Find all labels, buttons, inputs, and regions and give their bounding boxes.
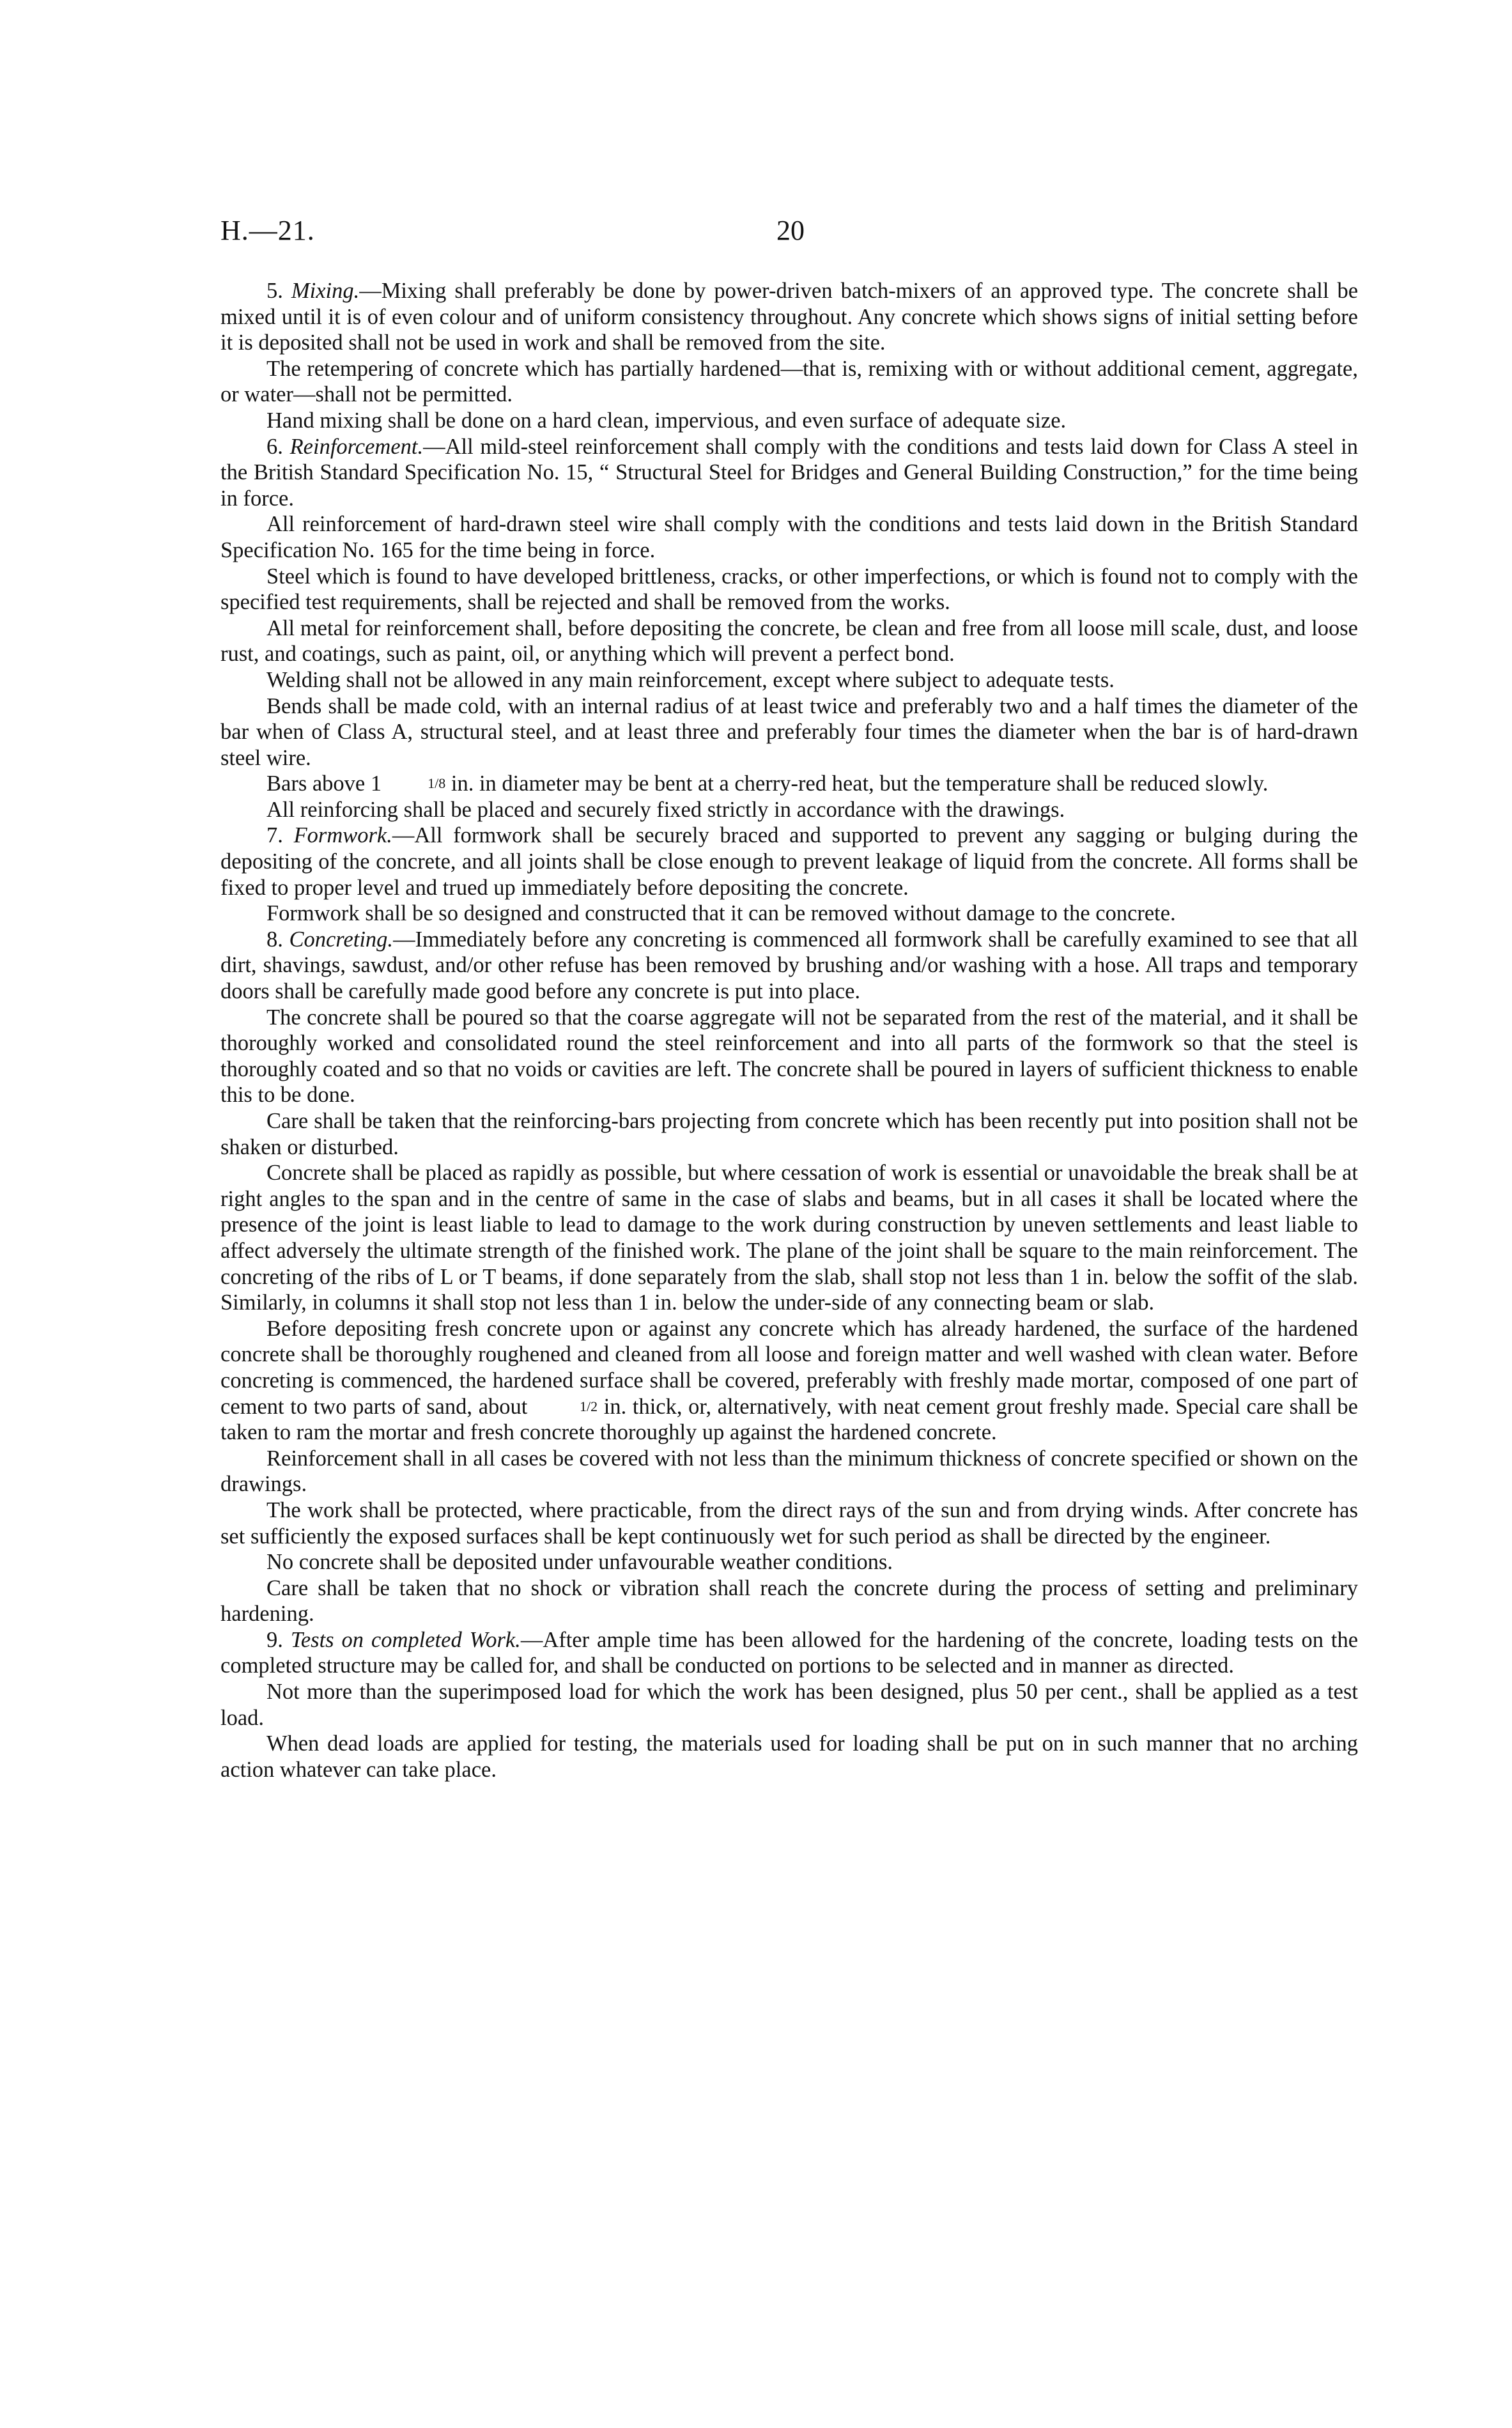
paragraph-text: in. in diameter may be bent at a cherry-red heat, but the temperature shall be reduced slowly. [445, 771, 1269, 796]
paragraph-text: —All mild-steel reinforcement shall comply with the conditions and tests laid down for Class A steel in the British Standard Specification No. 15, “ Structural Steel for Bridges and General Building Construction,” for the time being in force. [220, 434, 1359, 511]
paragraph-text: —Mixing shall preferably be done by power-driven batch-mixers of an approved type. The concrete shall be mixed until it is of even colour and of uniform consistency throughout. Any concrete which shows signs of initial setting before it is deposited shall not be used in work and shall be removed from the site. [220, 279, 1359, 355]
paragraph-text: in. thick, or, alternatively, with neat cement grout freshly made. Special care shall be taken to ram the mortar and fresh concrete thoroughly up against the hardened concrete. [220, 1394, 1358, 1445]
section-heading-concreting: Concreting. [289, 927, 394, 952]
paragraph-reinforcement [220, 434, 1358, 512]
page-header [220, 214, 1358, 252]
paragraph: When dead loads are applied for testing, the materials used for loading shall be put on in such manner that no arching action whatever can take place. [220, 1731, 1358, 1782]
paragraph-tests [220, 1627, 1358, 1679]
paragraph-text: —All formwork shall be securely braced and supported to prevent any sagging or bulging during the depositing of the concrete, and all joints shall be close enough to prevent leakage of liquid from the concrete. All forms shall be fixed to proper level and trued up immediately before depositing the concrete. [220, 823, 1358, 900]
section-number: 8. [266, 927, 289, 952]
paragraph-formwork [220, 823, 1358, 901]
paragraph: Formwork shall be so designed and constructed that it can be removed without damage to the concrete. [266, 901, 1176, 926]
section-number: 5. [266, 279, 291, 303]
section-heading-tests: Tests on completed Work. [290, 1627, 521, 1652]
paragraph-text: —Immediately before any concreting is commenced all formwork shall be carefully examined to see that all dirt, shavings, sawdust, and/or other refuse has been removed by brushing and/or washing with a hose. All traps and temporary doors shall be carefully made good before any concrete is put into place. [220, 927, 1359, 1004]
section-heading-formwork: Formwork. [293, 823, 392, 848]
section-number: 6. [266, 434, 290, 459]
paragraph: Care shall be taken that no shock or vibration shall reach the concrete during the process of setting and preliminary hardening. [220, 1575, 1358, 1627]
paragraph: All reinforcing shall be placed and securely fixed strictly in accordance with the drawings. [266, 797, 1065, 822]
paragraph: The retempering of concrete which has partially hardened—that is, remixing with or without additional cement, aggregate, or water—shall not be permitted. [220, 356, 1358, 407]
paragraph: Welding shall not be allowed in any main reinforcement, except where subject to adequate tests. [266, 667, 1115, 692]
section-heading-mixing: Mixing. [291, 279, 360, 303]
paragraph-bars [220, 771, 1358, 797]
paragraph: Not more than the superimposed load for which the work has been designed, plus 50 per cent., shall be applied as a test load. [220, 1680, 1358, 1730]
page-number: 20 [776, 215, 805, 246]
paragraph-concreting [220, 927, 1358, 1005]
paragraph-text-lead: Before depositing fresh concrete upon or against any concrete which has already hardened, the surface of the hardened concrete shall be thoroughly roughened and cleaned from all loose and foreign matter and well washed with clean water. Before concreting is commenced, the hardened surface shall be covered, preferably with freshly made mortar, composed of one part of cement to two parts of sand, about [220, 1316, 1358, 1419]
body-text [220, 278, 1358, 1782]
paragraph: No concrete shall be deposited under unfavourable weather conditions. [266, 1550, 893, 1575]
paragraph: All metal for reinforcement shall, before depositing the concrete, be clean and free from all loose mill scale, dust, and loose rust, and coatings, such as paint, oil, or anything which will prevent a perfect bond. [220, 615, 1358, 667]
paragraph: Steel which is found to have developed brittleness, cracks, or other imperfections, or which is found not to comply with the specified test requirements, shall be rejected and shall be removed from the works. [220, 564, 1358, 615]
paragraph: Concrete shall be placed as rapidly as possible, but where cessation of work is essential or unavoidable the break shall be at right angles to the span and in the centre of same in the case of slabs and beams, but in all cases it shall be located where the presence of the joint is least liable to lead to damage to the work during construction by uneven settlements and least liable to affect adversely the ultimate strength of the finished work. The plane of the joint shall be square to the main reinforcement. The concreting of the ribs of L or T beams, if done separately from the slab, shall stop not less than 1 in. below the soffit of the slab. Similarly, in columns it shall stop not less than 1 in. below the under-side of any connecting beam or slab. [220, 1161, 1358, 1315]
section-number: 9. [266, 1627, 291, 1652]
section-heading-reinforcement: Reinforcement. [289, 434, 424, 459]
fraction-one-half: 1/2 [580, 1398, 598, 1414]
section-number: 7. [266, 823, 294, 848]
paragraph: Reinforcement shall in all cases be covered with not less than the minimum thickness of concrete specified or shown on the drawings. [220, 1446, 1358, 1497]
paragraph-mixing [220, 278, 1358, 356]
paragraph-fresh-concrete [220, 1316, 1358, 1446]
paragraph: Hand mixing shall be done on a hard clean, impervious, and even surface of adequate size. [266, 408, 1067, 433]
paragraph: Care shall be taken that the reinforcing-bars projecting from concrete which has been recently put into position shall not be shaken or disturbed. [220, 1109, 1358, 1159]
paragraph-text-lead: Bars above 1 [266, 771, 382, 796]
document-reference: H.—21. [220, 215, 315, 246]
paragraph: All reinforcement of hard-drawn steel wire shall comply with the conditions and tests laid down in the British Standard Specification No. 165 for the time being in force. [220, 512, 1358, 562]
paragraph: Bends shall be made cold, with an internal radius of at least twice and preferably two and a half times the diameter of the bar when of Class A, structural steel, and at least three and preferably four times the diameter when the bar is of hard-drawn steel wire. [220, 693, 1358, 770]
paragraph: The concrete shall be poured so that the coarse aggregate will not be separated from the rest of the material, and it shall be thoroughly worked and consolidated round the steel reinforcement and into all parts of the formwork so that the steel is thoroughly coated and so that no voids or cavities are left. The concrete shall be poured in layers of sufficient thickness to enable this to be done. [220, 1005, 1358, 1108]
fraction-one-eighth: 1/8 [428, 775, 446, 792]
paragraph: The work shall be protected, where practicable, from the direct rays of the sun and from drying winds. After concrete has set sufficiently the exposed surfaces shall be kept continuously wet for such period as shall be directed by the engineer. [220, 1497, 1358, 1549]
paragraph-text: —After ample time has been allowed for the hardening of the concrete, loading tests on the completed structure may be called for, and shall be conducted on portions to be selected and in manner as directed. [220, 1627, 1359, 1678]
